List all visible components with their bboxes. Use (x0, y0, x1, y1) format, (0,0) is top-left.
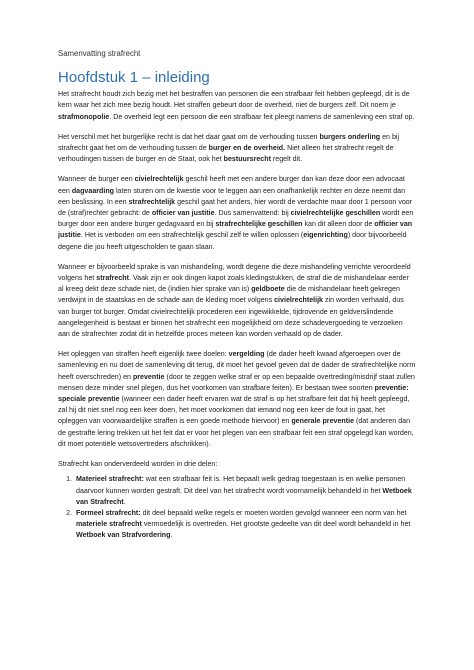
paragraph-doelen-straffen (58, 349, 416, 450)
bold-term: geldboete (251, 285, 285, 294)
bold-term: civielrechtelijk (134, 175, 184, 184)
document-subtitle: Samenvatting strafrecht (58, 49, 141, 58)
bold-term: burger en de overheid. (208, 144, 286, 153)
paragraph-strafmonopolie (58, 89, 416, 123)
text-run: geschil heeft met een andere burger dan kan deze door een advocaat een (58, 175, 405, 195)
text-run: ) door bijvoorbeeld degene die jou heeft uitgescholden te gaan slaan. (58, 231, 407, 251)
text-run: dit deel bepaald welke regels er moeten worden gevolgd wanneer een norm van het (140, 508, 407, 517)
text-run: . Vaak zijn er ook dingen kapot zoals kledingstukken, de straf die de mishandelaar eerder al kreeg dekt deze schade niet, de (indien hier sprake van is) (58, 274, 409, 294)
bold-term: eigenrichting (303, 231, 348, 240)
text-run: vermoedelijk is overtreden. Het grootste gedeelte van dit deel wordt behandeld in het (141, 520, 411, 529)
text-run: laten sturen om de kwestie voor te leggen aan een onafhankelijk rechter en deze neemt dan een beslissing. In een (58, 186, 406, 206)
bold-term: dagvaarding (71, 186, 114, 195)
bold-term: preventie (132, 372, 165, 381)
paragraph-geschillen (58, 174, 416, 252)
bold-term: strafrechtelijke geschillen (215, 220, 303, 229)
text-run: . Dus samenvattend: bij (214, 209, 291, 218)
text-run: Het verschil met het burgerlijke recht is dat het daar gaat om de verhouding tussen (58, 132, 320, 141)
text-run: (dat anderen dan de gestrafte lering trekken uit het feit dat er voor het plegen van een strafbaar feit een straf opgelegd kan worden, dit moet potentiële wetsovertreders afschrikken). (58, 417, 414, 448)
bold-term: officier van justitie (58, 220, 413, 240)
text-run: Het opleggen van straffen heeft eigenlijk twee doelen: (58, 350, 229, 359)
bold-term: Wetboek van Strafrecht (76, 486, 412, 506)
text-run: geschil gaat het anders, hier wordt de verdachte maar door 1 persoon voor de (straf)rechter gebracht: de (58, 197, 413, 218)
bold-term: bestuursrecht (223, 155, 271, 164)
text-run: (de dader heeft kwaad afgeroepen over de samenleving en nu doet de samenleving dit terug, dit moet het gevoel geven dat de dader de strafrechtelijke norm heeft overschreden) en (58, 350, 416, 381)
bold-term: generale preventie (291, 417, 355, 426)
bold-term: strafrechtelijk (128, 197, 176, 206)
bold-term: civielrechtelijke geschillen (290, 209, 381, 218)
text-run: zin worden verhaald, dus van burger tot burger. Omdat civielrechtelijk procederen een ingewikkelde, tijdrovende en geldverslindende aangelegenheid is bestaat er binnen het strafrecht een mogelijkheid om deze schadevergoeding te verzoeken aan de strafrechter zodat dit in hetzelfde proces meteen kan worden verhaald op de dader. (58, 296, 404, 339)
bold-term: materiele strafrecht (76, 520, 142, 529)
text-run: . (123, 497, 126, 506)
text-run: en bij strafrecht gaat het om de verhouding tussen de (58, 132, 400, 153)
text-run: wat een strafbaar feit is. Het bepaalt welk gedrag toegestaan is en welke personen daarvoor kunnen worden gestraft. Dit deel van het strafrecht wordt voornamelijk behandeld in het (76, 475, 406, 495)
list-item (74, 474, 416, 508)
text-run: (wanneer een dader heeft ervaren wat de straf is op het strafbare feit dat hij heeft gepleegd, zal hij dit niet snel nog een keer doen, het moet voorkomen dat iemand nog een keer de fout in gaat, het opleggen van voorwaardelijke straffen is een goede methode hiervoor) en (58, 395, 410, 426)
text-run: . (170, 531, 173, 540)
bold-term: civielrechtelijk (274, 296, 324, 305)
paragraph-onderverdeling: Strafrecht kan onderverdeeld worden in drie delen: (58, 460, 218, 469)
text-run: kan dit alleen door de (302, 220, 375, 229)
text-run: Niet alleen het strafrecht regelt de verhoudingen tussen de burger en de Staat, ook het (58, 144, 394, 164)
text-run: regelt dit. (270, 155, 303, 164)
text-run: Wanneer er bijvoorbeeld sprake is van mishandeling, wordt degene die deze mishandeling verrichte veroordeeld volgens het (58, 262, 411, 283)
numbered-list (58, 474, 416, 541)
paragraph-mishandeling (58, 262, 416, 340)
bold-term: strafmonopolie (58, 112, 110, 121)
bold-term: Wetboek van Strafvordering (76, 531, 171, 540)
bold-term: vergelding (228, 350, 265, 359)
text-run: . Het is verboden om een strafrechtelijk geschil zelf te willen oplossen ( (80, 231, 304, 240)
bold-term: officier van justitie (151, 209, 215, 218)
text-run: Wanneer de burger een (58, 175, 135, 184)
text-run: Het strafrecht houdt zich bezig met het bestraffen van personen die een strafbaar feit hebben gepleegd, dit is de kern waar het zich mee bezig houdt. Het straffen gebeurt door de overheid, niet de burgers zelf. Dit noem je (58, 90, 410, 110)
text-run: . De overheid legt een persoon die een strafbaar feit pleegt namens de samenleving een straf op. (109, 112, 415, 121)
text-run: die de mishandelaar heeft gekregen verdwijnt in de staatskas en de schade aan de kleding moet volgens (58, 285, 400, 305)
bold-term: strafrecht (96, 274, 129, 283)
bold-term: Formeel strafrecht: (76, 508, 141, 517)
chapter-heading: Hoofdstuk 1 – inleiding (58, 69, 210, 87)
bold-term: burgers onderling (319, 132, 381, 141)
bold-term: Materieel strafrecht: (76, 475, 144, 484)
text-run: wordt een burger door een andere burger gedagvaard en bij (58, 209, 414, 229)
list-item (74, 508, 416, 542)
paragraph-verhoudingen (58, 132, 416, 166)
text-run: (door te zeggen welke straf er op een bepaalde overtreding/misdrijf staat zullen mensen deze minder snel plegen, dus het voorkomen van strafbare feiten). Er bestaan twee soorten (58, 372, 415, 392)
bold-term: preventie: speciale preventie (58, 383, 409, 404)
